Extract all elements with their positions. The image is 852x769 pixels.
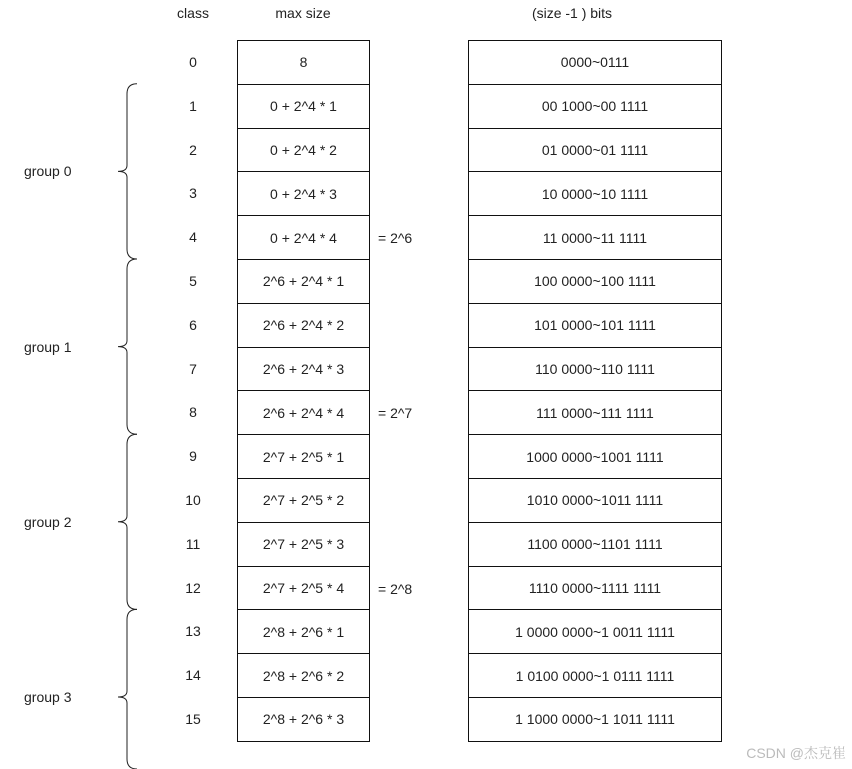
group-label: group 2 [24,513,72,530]
max-size-cell: 2^6 + 2^4 * 4 [237,390,370,435]
bits-cell: 1 0100 0000~1 0111 1111 [468,653,722,698]
max-size-cell: 0 + 2^4 * 3 [237,171,370,216]
class-label: 9 [189,448,197,465]
class-label: 2 [189,141,197,158]
class-label: 11 [185,535,201,552]
max-size-cell: 2^8 + 2^6 * 3 [237,697,370,742]
class-label: 12 [185,579,201,596]
group-brace [118,84,137,259]
max-size-cell: 2^7 + 2^5 * 4 [237,566,370,611]
bits-cell: 1000 0000~1001 1111 [468,434,722,479]
bits-cell: 1010 0000~1011 1111 [468,478,722,523]
class-label: 1 [189,97,197,114]
bits-cell: 10 0000~10 1111 [468,171,722,216]
class-label: 4 [189,229,197,246]
class-label: 0 [189,53,197,70]
class-label: 6 [189,316,197,333]
max-size-cell: 0 + 2^4 * 4 [237,215,370,260]
group-label: group 3 [24,689,72,705]
group-label: group 1 [24,338,72,355]
header-max-size: max size [275,5,331,21]
power-note: = 2^8 [378,580,413,597]
header-bits: (size -1 ) bits [531,5,613,21]
max-size-cell: 2^7 + 2^5 * 1 [237,434,370,479]
bits-cell: 1110 0000~1111 1111 [468,566,722,611]
bits-cell: 11 0000~11 1111 [468,215,722,260]
group-brace [118,434,137,609]
bits-cell: 1 1000 0000~1 1011 1111 [468,697,722,742]
group-label: group 0 [24,163,72,180]
group-brace [118,609,137,769]
bits-cell: 0000~0111 [468,40,722,85]
watermark: CSDN @杰克崔 [746,745,846,761]
bits-cell: 101 0000~101 1111 [468,303,722,348]
bits-cell: 01 0000~01 1111 [468,128,722,173]
class-label: 15 [185,710,201,727]
class-label: 13 [185,623,201,640]
max-size-cell: 2^7 + 2^5 * 3 [237,522,370,567]
bits-cell: 00 1000~00 1111 [468,84,722,129]
power-note: = 2^6 [378,230,413,247]
bits-cell: 1100 0000~1101 1111 [468,522,722,567]
class-label: 14 [185,667,201,684]
bits-cell: 100 0000~100 1111 [468,259,722,304]
bits-cell: 1 0000 0000~1 0011 1111 [468,609,722,654]
bits-cell: 110 0000~110 1111 [468,347,722,392]
class-label: 3 [189,185,197,202]
class-label: 10 [185,491,201,508]
max-size-cell: 2^7 + 2^5 * 2 [237,478,370,523]
power-note: = 2^7 [378,405,413,422]
class-label: 7 [189,360,197,377]
max-size-cell: 2^6 + 2^4 * 1 [237,259,370,304]
group-brace [118,259,137,434]
max-size-cell: 8 [237,40,370,85]
header-class: class [177,5,209,21]
max-size-cell: 2^8 + 2^6 * 2 [237,653,370,698]
class-label: 8 [189,404,197,421]
max-size-cell: 0 + 2^4 * 1 [237,84,370,129]
max-size-cell: 2^8 + 2^6 * 1 [237,609,370,654]
max-size-cell: 0 + 2^4 * 2 [237,128,370,173]
max-size-cell: 2^6 + 2^4 * 2 [237,303,370,348]
max-size-cell: 2^6 + 2^4 * 3 [237,347,370,392]
bits-cell: 111 0000~111 1111 [468,390,722,435]
class-label: 5 [189,272,197,289]
